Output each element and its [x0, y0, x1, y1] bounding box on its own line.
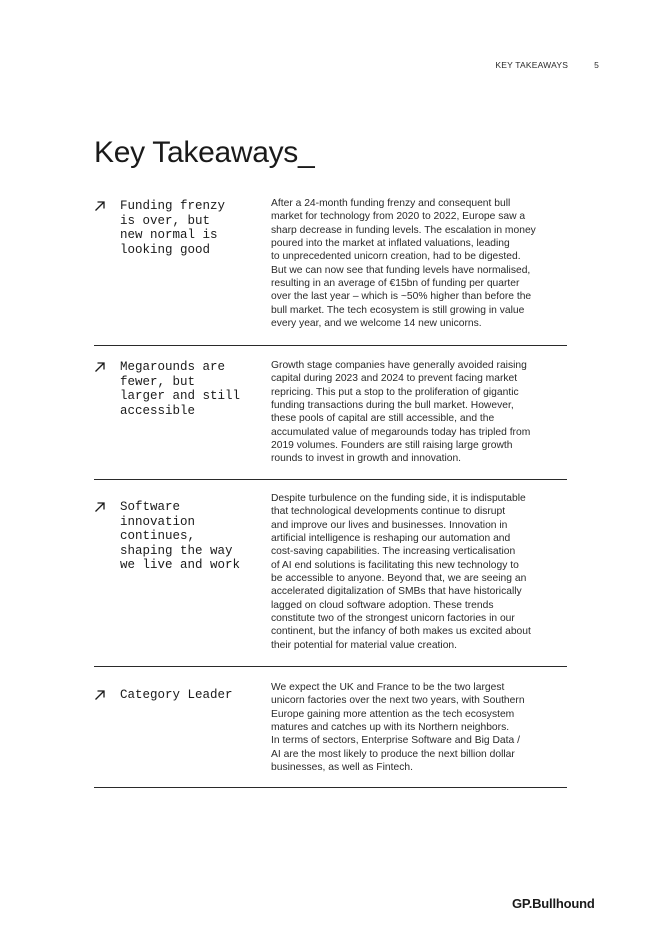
- takeaway-row: [94, 667, 567, 788]
- takeaway-body: Growth stage companies have generally avoided raising capital during 2023 and 2024 to prevent facing market repricing. This put a stop to the proliferation of gigantic funding transactions during the bull market. However, these pools of capital are still accessible, and the accumulated value of megarounds today has tripled from 2019 volumes. Founders are still raising large growth rounds to invest in growth and innovation.: [271, 360, 531, 465]
- takeaway-heading-block: [94, 492, 271, 666]
- page-title: Key Takeaways_: [94, 136, 315, 169]
- takeaway-heading-block: [94, 197, 271, 345]
- brand-logo: GP.Bullhound: [512, 896, 595, 911]
- takeaway-heading: Category Leader: [120, 688, 233, 702]
- takeaway-heading: Megarounds are fewer, but larger and still accessible: [120, 360, 241, 418]
- takeaway-row: [94, 480, 567, 667]
- takeaway-body: After a 24-month funding frenzy and consequent bull market for technology from 2020 to 2022, Europe saw a sharp decrease in funding levels. The escalation in money poured into the market at inflated valuations, leading to unprecedented unicorn creation, had to be digested. But we can now see that funding levels have normalised, resulting in an average of €15bn of funding per quarter over the last year – which is ~50% higher than before the bull market. The tech ecosystem is still growing in value every year, and we welcome 14 new unicorns.: [271, 198, 536, 330]
- takeaway-body: We expect the UK and France to be the two largest unicorn factories over the next two years, with Southern Europe gaining more attention as the tech ecosystem matures and catches up with its Northern neighbors. In terms of sectors, Enterprise Software and Big Data / AI are the most likely to produce the next billion dollar businesses, as well as Fintech.: [271, 682, 525, 774]
- page-header: [495, 60, 599, 70]
- arrow-up-right-icon: [94, 199, 120, 212]
- page-number: 5: [594, 60, 599, 70]
- takeaway-body: Despite turbulence on the funding side, it is indisputable that technological developments continue to disrupt and improve our lives and businesses. Innovation in artificial intelligence is reshaping our automation and cost-saving capabilities. The increasing verticalisation of AI end solutions is facilitating this new technology to be accessible to anyone. Beyond that, we are seeing an accelerated digitalization of SMBs that have historically lagged on cloud software adoption. These trends constitute two of the strongest unicorn factories in our continent, but the infancy of both makes us excited about their potential for material value creation.: [271, 493, 531, 651]
- takeaway-row: [94, 197, 567, 346]
- arrow-up-right-icon: [94, 688, 120, 701]
- takeaway-heading: Software innovation continues, shaping the way we live and work: [120, 500, 241, 573]
- section-label: KEY TAKEAWAYS: [495, 60, 569, 70]
- takeaways-list: [94, 197, 567, 788]
- takeaway-heading-block: [94, 359, 271, 479]
- arrow-up-right-icon: [94, 360, 120, 373]
- arrow-up-right-icon: [94, 500, 120, 513]
- takeaway-row: [94, 346, 567, 480]
- takeaway-heading-block: [94, 681, 271, 787]
- takeaway-heading: Funding frenzy is over, but new normal is looking good: [120, 199, 226, 257]
